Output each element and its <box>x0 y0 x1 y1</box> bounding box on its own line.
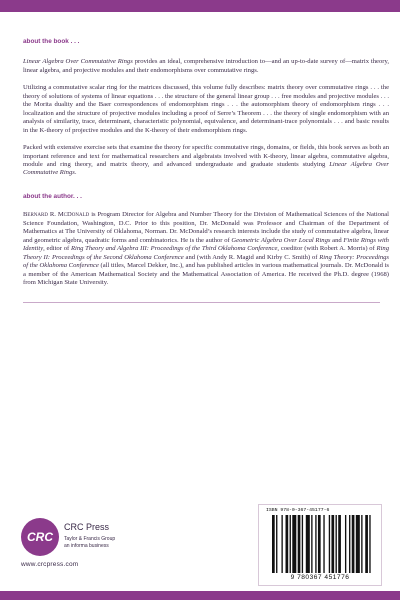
section-divider <box>23 302 380 303</box>
barcode-bar <box>272 515 275 573</box>
barcode-bar <box>323 515 324 573</box>
back-cover-text <box>23 38 389 287</box>
barcode-bar <box>276 515 277 573</box>
barcode-bar <box>336 515 337 573</box>
barcode-bar <box>365 515 368 573</box>
top-accent-bar <box>0 0 400 12</box>
isbn-label: ISBN 978-0-367-45177-6 <box>266 508 330 513</box>
barcode-bar <box>369 515 370 573</box>
barcode-bar <box>290 515 291 573</box>
about-book-heading: about the book . . . <box>23 38 80 45</box>
barcode-bar <box>306 515 310 573</box>
barcode-bar <box>345 515 346 573</box>
barcode-bar <box>281 515 282 573</box>
barcode-digits: 9 780367 451776 <box>290 574 350 581</box>
barcode-bar <box>356 515 360 573</box>
barcode-bar <box>329 515 330 573</box>
author-name: Bernard R. McDonald <box>23 211 90 219</box>
bottom-accent-bar <box>0 591 400 600</box>
publisher-footer <box>0 496 400 591</box>
barcode-bar <box>311 515 312 573</box>
barcode-icon <box>272 515 372 573</box>
barcode-bar <box>338 515 341 573</box>
author-bio: Bernard R. McDonald is Program Director for Algebra and Number Theory for the Division of Mathematical Sciences of the National Science Foundation, Washington, D.C. Prior to this position, Dr. McDonald was Professor and Chairman of the Department of Mathematics at The University of Oklahoma, Norman. Dr. McDonald’s research interests include the study of commutative algebra, linear and geometric algebra, quadratic forms and combinatorics. He is the author of Geometric Algebra Over Local Rings and Finite Rings with Identity, editor of Ring Theory and Algebra III: Proceedings of the Third Oklahoma Conference, coeditor (with Robert A. Morris) of Ring Theory II: Proceedings of the Second Oklahoma Conference and (with Andy R. Magid and Kirby C. Smith) of Ring Theory: Proceedings of the Oklahoma Conference (all titles, Marcel Dekker, Inc.), and has published articles in various mathematical journals. Dr. McDonald is a member of the American Mathematical Society and the Mathematical Association of America. He received the Ph.D. degree (1968) from Michigan State University. <box>23 211 390 286</box>
crc-press-logo-icon: CRC <box>21 518 59 556</box>
publisher-name: CRC Press <box>64 522 110 532</box>
book-title-italic: Linear Algebra Over Commutative Rings <box>23 58 133 66</box>
publisher-group: Taylor & Francis Group an informa business <box>64 536 116 549</box>
about-book-paragraph-1: Linear Algebra Over Commutative Rings provides an ideal, comprehensive introduction to—and an up-to-date survey of—matrix theory, linear algebra, and projective modules and their endomorphisms over commutative rings. <box>23 58 389 74</box>
barcode-bar <box>292 515 296 573</box>
isbn-barcode-box <box>258 504 382 586</box>
barcode-bar <box>361 515 362 573</box>
about-author-heading: about the author. . . <box>23 192 82 200</box>
about-book-paragraph-2: Utilizing a commutative scalar ring for the matrices discussed, this volume fully describes: matrix theory over commutative rings . . . the theory of solutions of systems of linear equations . . . the structure of the general linear group . . . free modules and projective modules . . . the Morita duality and the Baer correspondences of endomorphism rings . . . the automorphism theory of endomorphism rings . . . localization and the structure of projective modules including a proof of Serre’s Theorem . . . the theory of single endomorphism with an analysis of similarity, trace, determinant, characteristic polynomial, equivalence, and determinant-trace polynomials . . . and basic results in the K-theory of projective modules and the K-theory of their endomorphism rings. <box>23 84 389 134</box>
barcode-bar <box>352 515 355 573</box>
barcode-bar <box>331 515 334 573</box>
about-book-paragraph-3: Packed with extensive exercise sets that examine the theory for specific commutative rings, domains, or fields, this book serves as both an important reference and text for mathematical researchers and algebraists involved with K-theory, linear algebra, commutative algebra, module and ring theory, and matrix theory, and advanced undergraduate and graduate students studying Linear Algebra Over Commutative Rings. <box>23 144 390 177</box>
barcode-bar <box>286 515 289 573</box>
publisher-url[interactable]: www.crcpress.com <box>21 561 79 568</box>
book-title-italic: Linear Algebra Over Commutative Rings <box>23 160 390 177</box>
barcode-bar <box>315 515 316 573</box>
barcode-bar <box>298 515 301 573</box>
barcode-bar <box>302 515 303 573</box>
barcode-bar <box>318 515 321 573</box>
barcode-bar <box>349 515 350 573</box>
